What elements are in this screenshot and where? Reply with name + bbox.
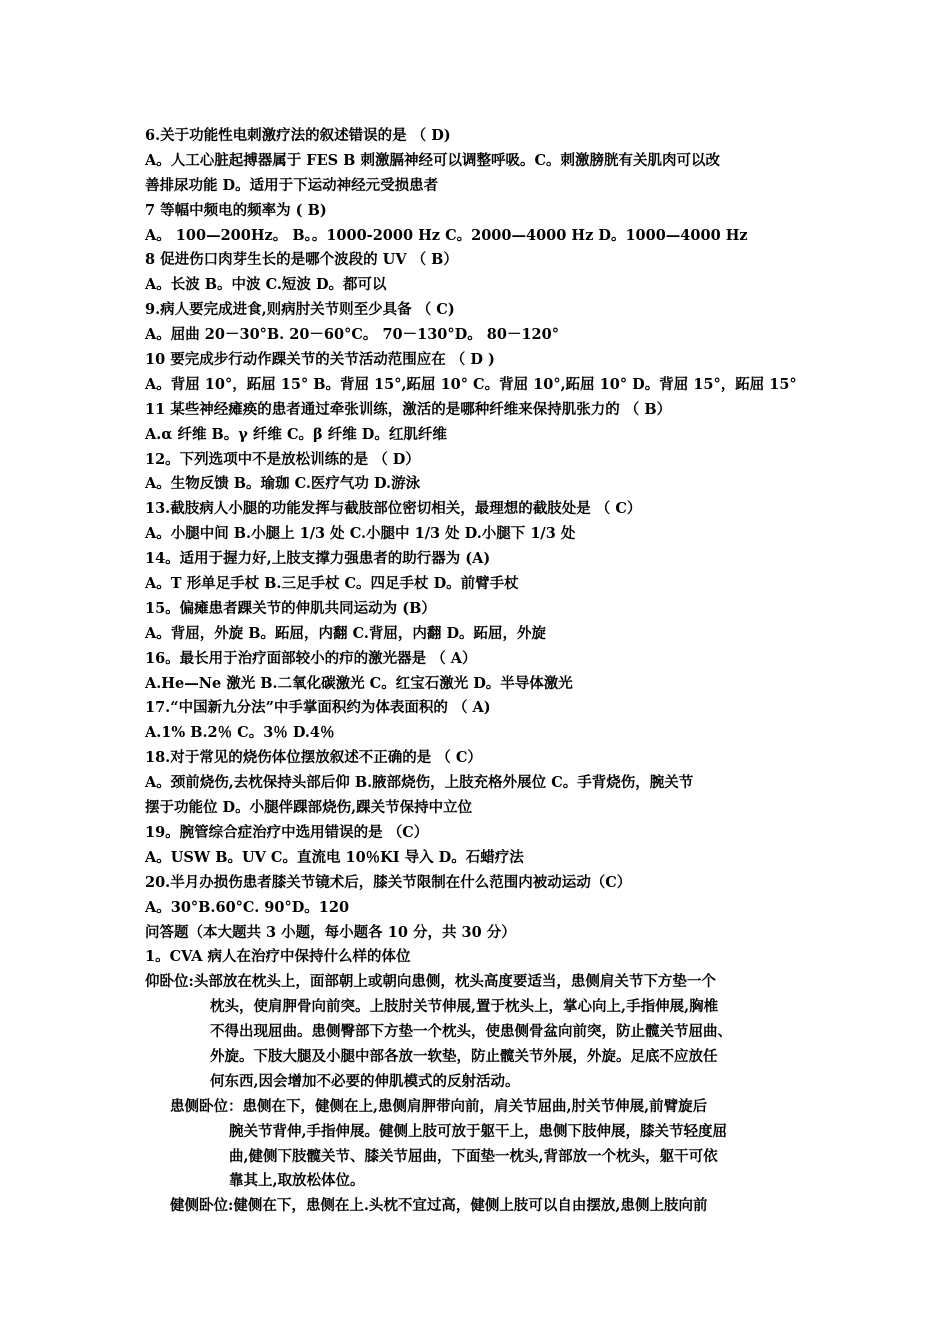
answer-line: 枕头，使肩胛骨向前突。上肢肘关节伸展,置于枕头上，掌心向上,手指伸展,胸椎 <box>210 998 719 1016</box>
text-line: 10 要完成步行动作踝关节的关节活动范围应在 （ D ) <box>145 351 495 369</box>
text-line: 20.半月办损伤患者膝关节镜术后，膝关节限制在什么范围内被动运动（C） <box>145 873 632 891</box>
text-line: 摆于功能位 D。小腿伴踝部烧伤,踝关节保持中立位 <box>145 799 473 817</box>
text-line: 17.“中国新九分法”中手掌面积约为体表面积的 （ A) <box>145 699 491 717</box>
answer-line: 仰卧位:头部放在枕头上，面部朝上或朝向患侧，枕头高度要适当，患侧肩关节下方垫一个 <box>145 973 716 991</box>
text-line: A。USW B。UV C。直流电 10％KI 导入 D。石蜡疗法 <box>145 848 524 866</box>
text-line: A。人工心脏起搏器属于 FES B 刺激膈神经可以调整呼吸。C。刺激膀胱有关肌肉可以改 <box>145 151 721 169</box>
answer-line: 曲,健侧下肢髋关节、膝关节屈曲，下面垫一枕头,背部放一个枕头，躯干可依 <box>229 1147 718 1165</box>
text-line: 9.病人要完成进食,则病肘关节则至少具备 （ C) <box>145 301 455 319</box>
text-line: 8 促进伤口肉芽生长的是哪个波段的 UV （ B） <box>145 251 458 269</box>
text-line: 13.截肢病人小腿的功能发挥与截肢部位密切相关，最理想的截肢处是 （ C） <box>145 500 642 518</box>
text-line: 14。适用于握力好,上肢支撑力强患者的助行器为 (A) <box>145 550 491 568</box>
text-line: A.1% B.2％ C。3％ D.4％ <box>145 724 335 742</box>
document-body <box>145 124 815 1219</box>
answer-line: 不得出现屈曲。患侧臀部下方垫一个枕头，使患侧骨盆向前突，防止髋关节屈曲、 <box>210 1023 732 1041</box>
question-list <box>145 124 815 970</box>
text-line: 16。最长用于治疗面部较小的疖的激光器是 （ A） <box>145 649 477 667</box>
text-line: A。颈前烧伤,去枕保持头部后仰 B.腋部烧伤，上肢充格外展位 C。手背烧伤，腕关节 <box>145 774 694 792</box>
answer-line: 健侧卧位:健侧在下，患侧在上.头枕不宜过高，健侧上肢可以自由摆放,患侧上肢向前 <box>170 1197 708 1215</box>
answer-healthy-side-position <box>145 1194 815 1219</box>
text-line: 11 某些神经瘫痪的患者通过牵张训练，激活的是哪种纤维来保持肌张力的 （ B） <box>145 400 672 418</box>
text-line: A.He—Ne 激光 B.二氧化碳激光 C。红宝石激光 D。半导体激光 <box>145 674 573 692</box>
text-line: A.α 纤维 B。γ 纤维 C。β 纤维 D。红肌纤维 <box>145 425 447 443</box>
text-line: A。小腿中间 B.小腿上 1/3 处 C.小腿中 1/3 处 D.小腿下 1/3 处 <box>145 525 576 543</box>
answer-supine-position <box>145 970 815 1094</box>
text-line: A。背屈 10°，跖屈 15° B。背屈 15°,跖屈 10° C。背屈 10°,跖屈 10° D。背屈 15°，跖屈 15° <box>145 375 797 393</box>
answer-line: 外旋。下肢大腿及小腿中部各放一软垫，防止髋关节外展，外旋。足底不应放任 <box>210 1047 718 1065</box>
text-line: A。 100—200Hz。 B。。1000-2000 Hz C。2000—4000 Hz D。1000—4000 Hz <box>145 226 748 244</box>
text-line: A。屈曲 20－30°B. 20－60°C。 70－130°D。 80－120° <box>145 326 559 344</box>
text-line: 12。下列选项中不是放松训练的是 （ D） <box>145 450 420 468</box>
answer-affected-side-position <box>145 1095 815 1195</box>
answer-block <box>145 970 815 1219</box>
answer-line: 患侧卧位：患侧在下，健侧在上,患侧肩胛带向前，肩关节屈曲,肘关节伸展,前臂旋后 <box>170 1097 708 1115</box>
text-line: 6.关于功能性电刺激疗法的叙述错误的是 （ D) <box>145 127 451 144</box>
text-line: 善排尿功能 D。适用于下运动神经元受损患者 <box>145 176 439 194</box>
text-line: 问答题（本大题共 3 小题，每小题各 10 分，共 30 分） <box>145 923 516 941</box>
answer-line: 靠其上,取放松体位。 <box>229 1172 365 1190</box>
text-line: A。长波 B。中波 C.短波 D。都可以 <box>145 276 387 294</box>
text-line: 7 等幅中频电的频率为 ( B) <box>145 201 327 219</box>
text-line: 1。CVA 病人在治疗中保持什么样的体位 <box>145 948 411 966</box>
text-line: A。30°B.60°C. 90°D。120 <box>145 898 350 916</box>
text-line: 15。偏瘫患者踝关节的伸肌共同运动为 (B） <box>145 599 436 617</box>
text-line: 18.对于常见的烧伤体位摆放叙述不正确的是 （ C） <box>145 749 482 767</box>
text-line: 19。腕管综合症治疗中选用错误的是 （C） <box>145 823 429 841</box>
text-line: A。生物反馈 B。瑜珈 C.医疗气功 D.游泳 <box>145 475 421 493</box>
answer-line: 腕关节背伸,手指伸展。健侧上肢可放于躯干上，患侧下肢伸展，膝关节轻度屈 <box>229 1122 728 1140</box>
answer-line: 何东西,因会增加不必要的伸肌模式的反射活动。 <box>210 1072 520 1090</box>
text-line: A。背屈，外旋 B。跖屈，内翻 C.背屈，内翻 D。跖屈，外旋 <box>145 624 547 642</box>
text-line: A。T 形单足手杖 B.三足手杖 C。四足手杖 D。前臂手杖 <box>145 575 519 593</box>
